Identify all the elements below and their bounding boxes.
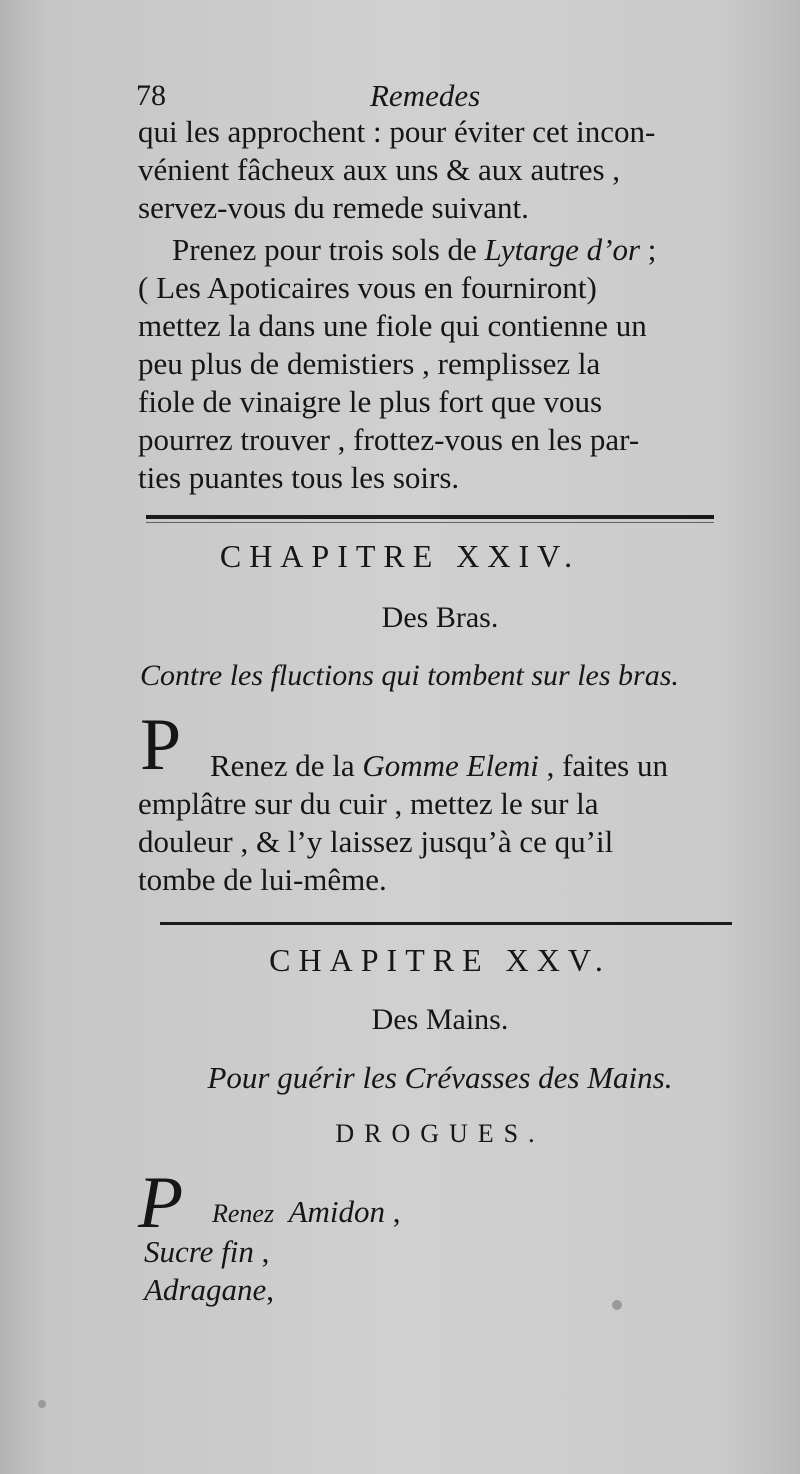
ingredient-line	[144, 1272, 764, 1308]
text-span: ,	[253, 1234, 270, 1269]
chapter-subheading: Des Bras.	[381, 601, 499, 634]
section-heading: DROGUES.	[335, 1119, 545, 1148]
section-rule-thin	[146, 522, 714, 523]
italic-term: Sucre fin	[144, 1234, 254, 1269]
text-line: emplâtre sur du cuir , mettez le sur la	[138, 786, 599, 821]
text-line	[210, 748, 800, 784]
text-span: Prenez pour trois sols de	[172, 232, 485, 267]
scan-spot	[38, 1400, 46, 1408]
ingredient-line	[144, 1234, 764, 1270]
section-rule	[146, 515, 714, 519]
text-line: fiole de vinaigre le plus fort que vous	[138, 384, 603, 419]
text-line: ties puantes tous les soirs.	[138, 460, 460, 495]
italic-term: Amidon	[288, 1194, 386, 1229]
drop-cap: P	[140, 704, 182, 786]
chapter-title: Contre les fluctions qui tombent sur les bras.	[140, 659, 679, 692]
italic-term: Gomme Elemi	[362, 748, 539, 783]
chapter-heading: CHAPITRE XXIV.	[219, 538, 581, 574]
chapter-heading: CHAPITRE XXV.	[269, 942, 611, 978]
chapter-title: Pour guérir les Crévasses des Mains.	[207, 1060, 673, 1095]
chapter-subheading: Des Mains.	[371, 1003, 509, 1036]
text-line: qui les approchent : pour éviter cet incon-	[138, 114, 656, 149]
text-span: Renez	[212, 1199, 281, 1228]
text-span: ;	[640, 232, 657, 267]
running-title: Remedes	[370, 78, 481, 113]
text-line: servez-vous du remede suivant.	[138, 190, 529, 225]
italic-term: Adragane	[144, 1272, 267, 1307]
text-line: ( Les Apoticaires vous en fourniront)	[138, 270, 597, 305]
italic-term: Lytarge d’or	[484, 232, 641, 267]
text-line: douleur , & l’y laissez jusqu’à ce qu’il	[138, 824, 614, 859]
text-span: Renez de la	[210, 748, 363, 783]
page-number: 78	[136, 79, 166, 112]
drop-cap: P	[138, 1162, 184, 1244]
text-span: ,	[385, 1194, 401, 1229]
text-span: , faites un	[538, 748, 668, 783]
text-line: mettez la dans une fiole qui contienne un	[138, 308, 647, 343]
text-line: pourrez trouver , frottez-vous en les par-	[138, 422, 640, 457]
text-line	[172, 232, 792, 268]
text-span: ,	[266, 1272, 275, 1307]
text-line: peu plus de demistiers , remplissez la	[138, 346, 601, 381]
text-line: vénient fâcheux aux uns & aux autres ,	[138, 152, 621, 187]
text-line: tombe de lui-même.	[138, 862, 387, 897]
section-rule	[160, 922, 732, 925]
ingredient-line	[212, 1194, 800, 1232]
